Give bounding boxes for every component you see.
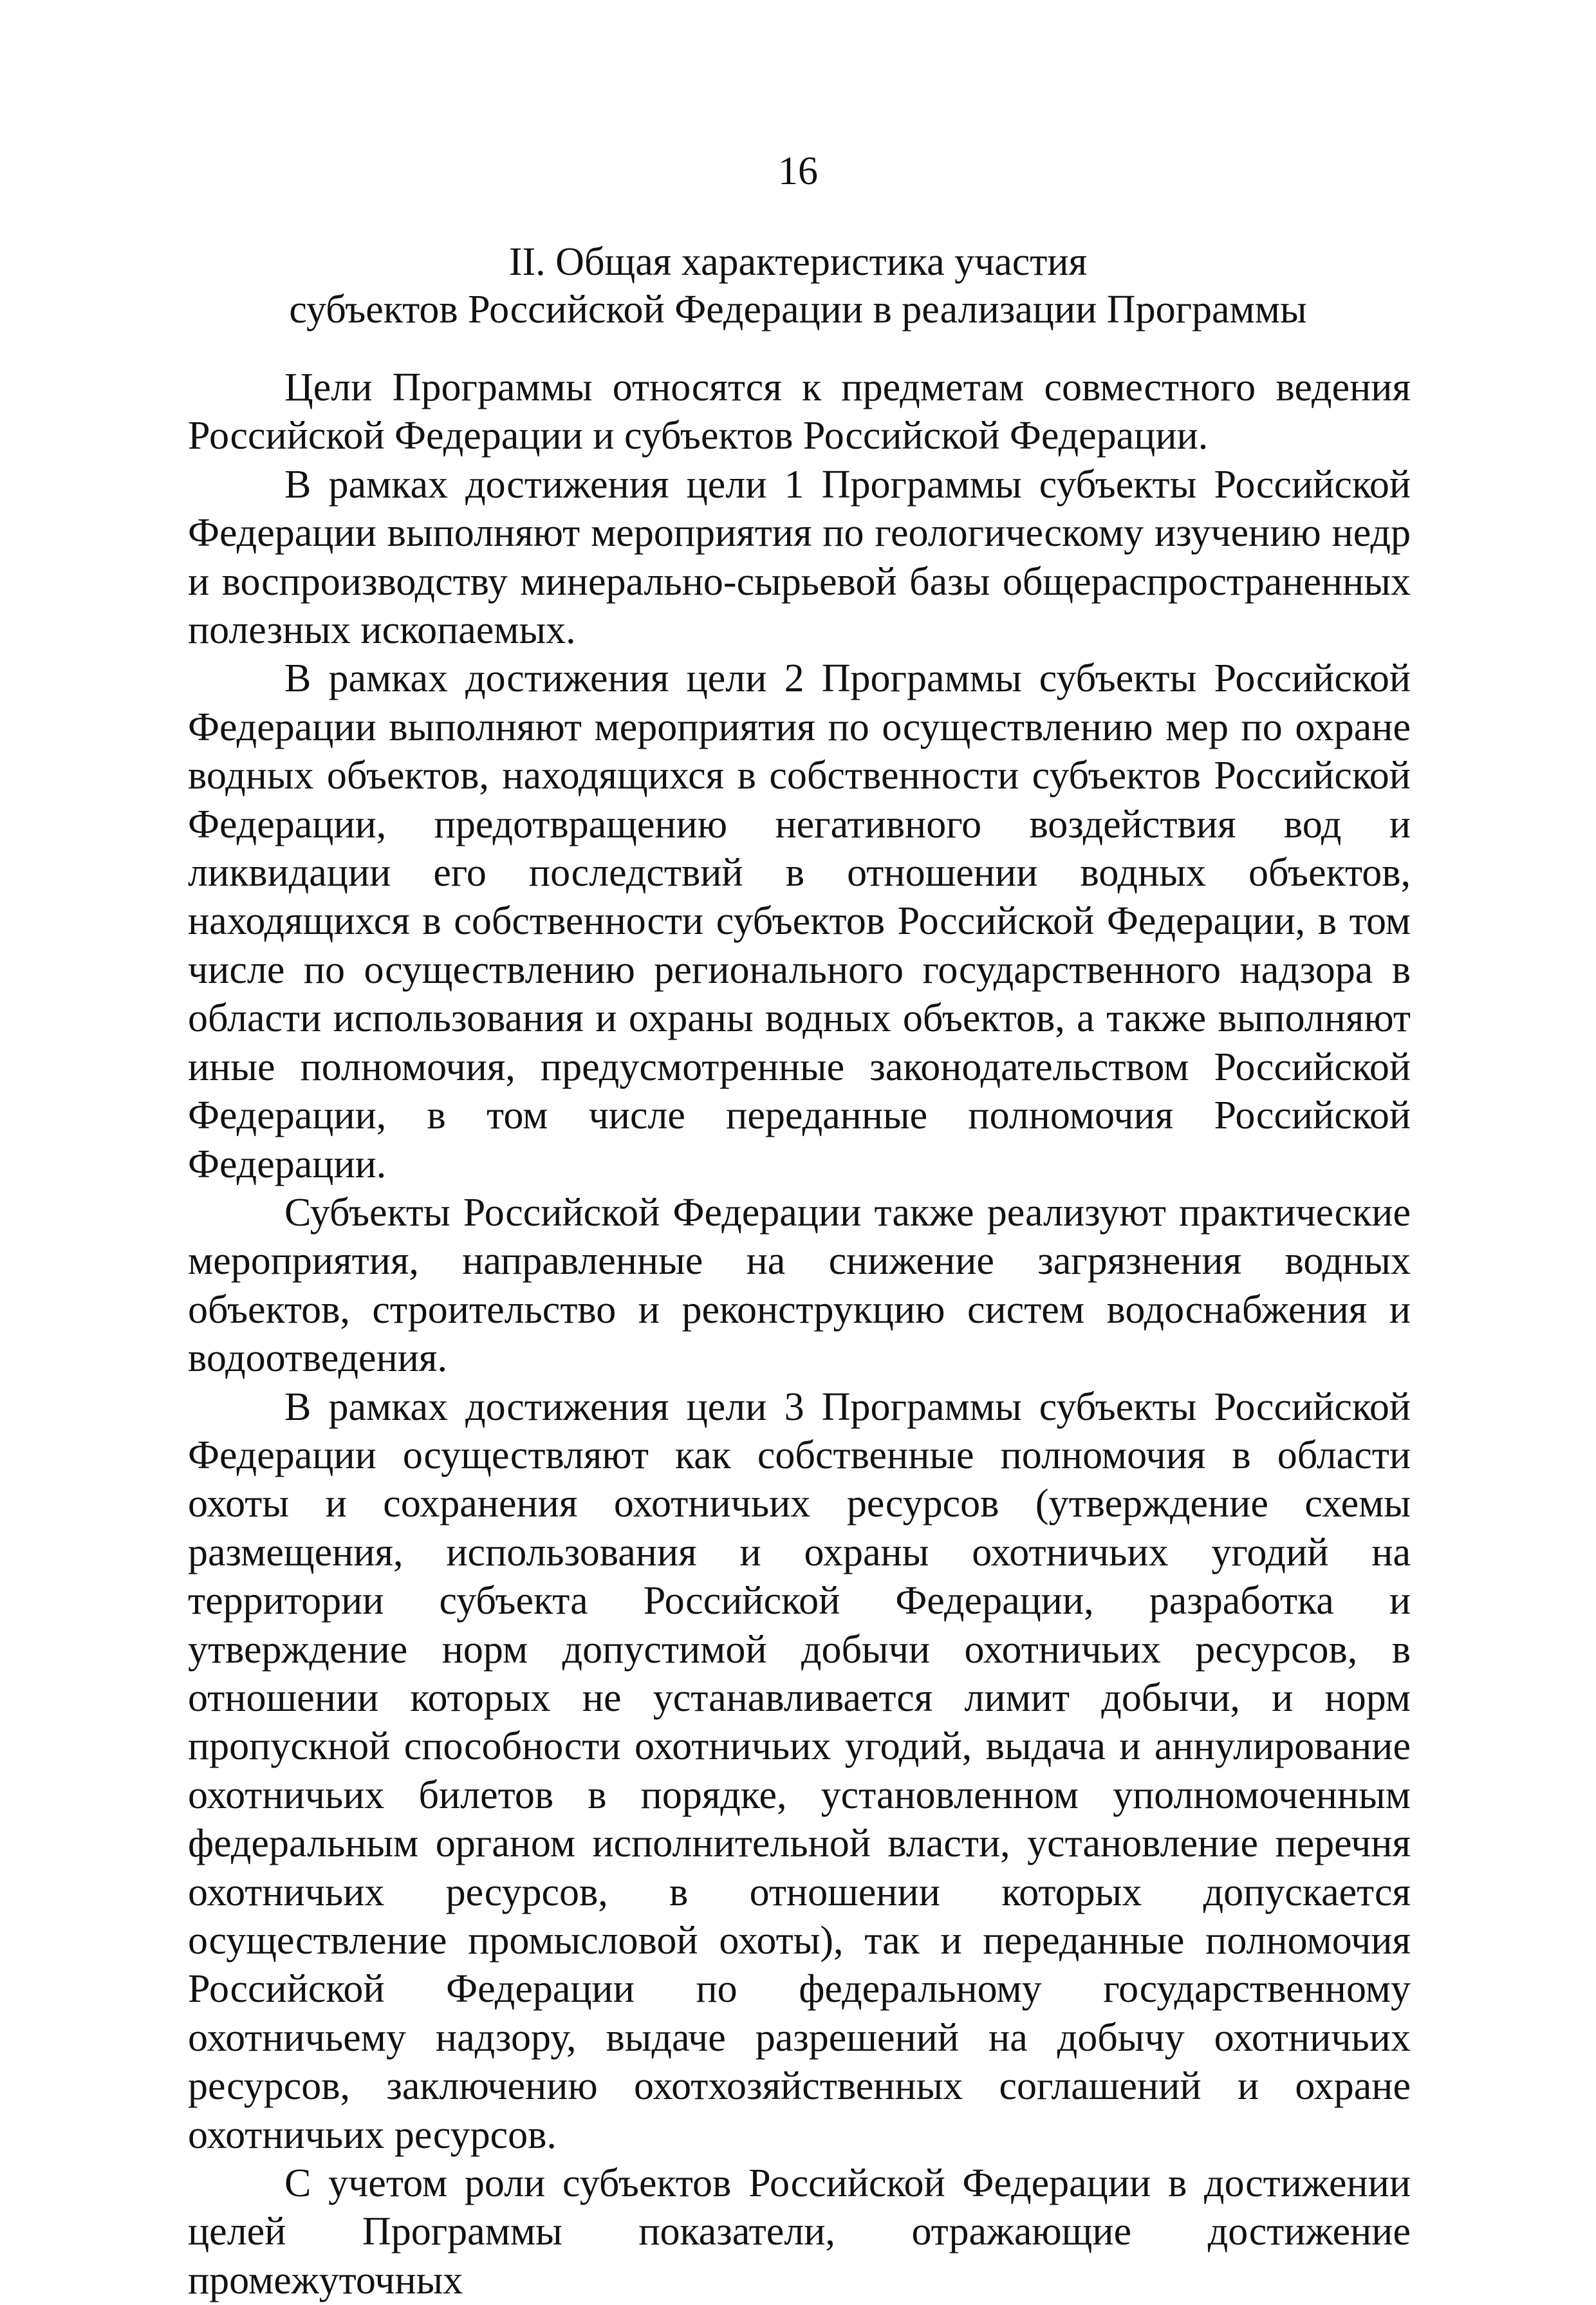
paragraph-1: Цели Программы относятся к предметам совместного ведения Российской Федерации и субъектов Российской Федерации. xyxy=(188,366,1411,458)
paragraph-6: С учетом роли субъектов Российской Федерации в достижении целей Программы показатели, отражающие достижение промежуточных xyxy=(188,2161,1411,2302)
section-heading-line-1: II. Общая характеристика участия xyxy=(508,240,1088,284)
section-heading-line-2: субъектов Российской Федерации в реализации Программы xyxy=(289,288,1307,331)
paragraph-4: Субъекты Российской Федерации также реализуют практические мероприятия, направленные на снижение загрязнения водных объектов, строительство и реконструкцию систем водоснабжения и водоотведения. xyxy=(188,1190,1411,1381)
document-body xyxy=(188,364,1411,2305)
paragraph-3: В рамках достижения цели 2 Программы субъекты Российской Федерации выполняют мероприятия по осуществлению мер по охране водных объектов, находящихся в собственности субъектов Российской Федерации, предотвращению негативного воздействия вод и ликвидации его последствий в отношении водных объектов, находящихся в собственности субъектов Российской Федерации, в том числе по осуществлению регионального государственного надзора в области использования и охраны водных объектов, а также выполняют иные полномочия, предусмотренные законодательством Российской Федерации, в том числе переданные полномочия Российской Федерации. xyxy=(188,657,1411,1186)
paragraph-2: В рамках достижения цели 1 Программы субъекты Российской Федерации выполняют мероприятия по геологическому изучению недр и воспроизводству минерально-сырьевой базы общераспространенных полезных ископаемых. xyxy=(188,462,1411,653)
section-heading xyxy=(187,238,1409,333)
page-number: 16 xyxy=(778,149,818,193)
paragraph-5: В рамках достижения цели 3 Программы субъекты Российской Федерации осуществляют как собственные полномочия в области охоты и сохранения охотничьих ресурсов (утверждение схемы размещения, использования и охраны охотничьих угодий на территории субъекта Российской Федерации, разработка и утверждение норм допустимой добычи охотничьих ресурсов, в отношении которых не устанавливается лимит добычи, и норм пропускной способности охотничьих угодий, выдача и аннулирование охотничьих билетов в порядке, установленном уполномоченным федеральным органом исполнительной власти, установление перечня охотничьих ресурсов, в отношении которых допускается осуществление промысловой охоты), так и переданные полномочия Российской Федерации по федеральному государственному охотничьему надзору, выдаче разрешений на добычу охотничьих ресурсов, заключению охотхозяйственных соглашений и охране охотничьих ресурсов. xyxy=(188,1385,1411,2157)
